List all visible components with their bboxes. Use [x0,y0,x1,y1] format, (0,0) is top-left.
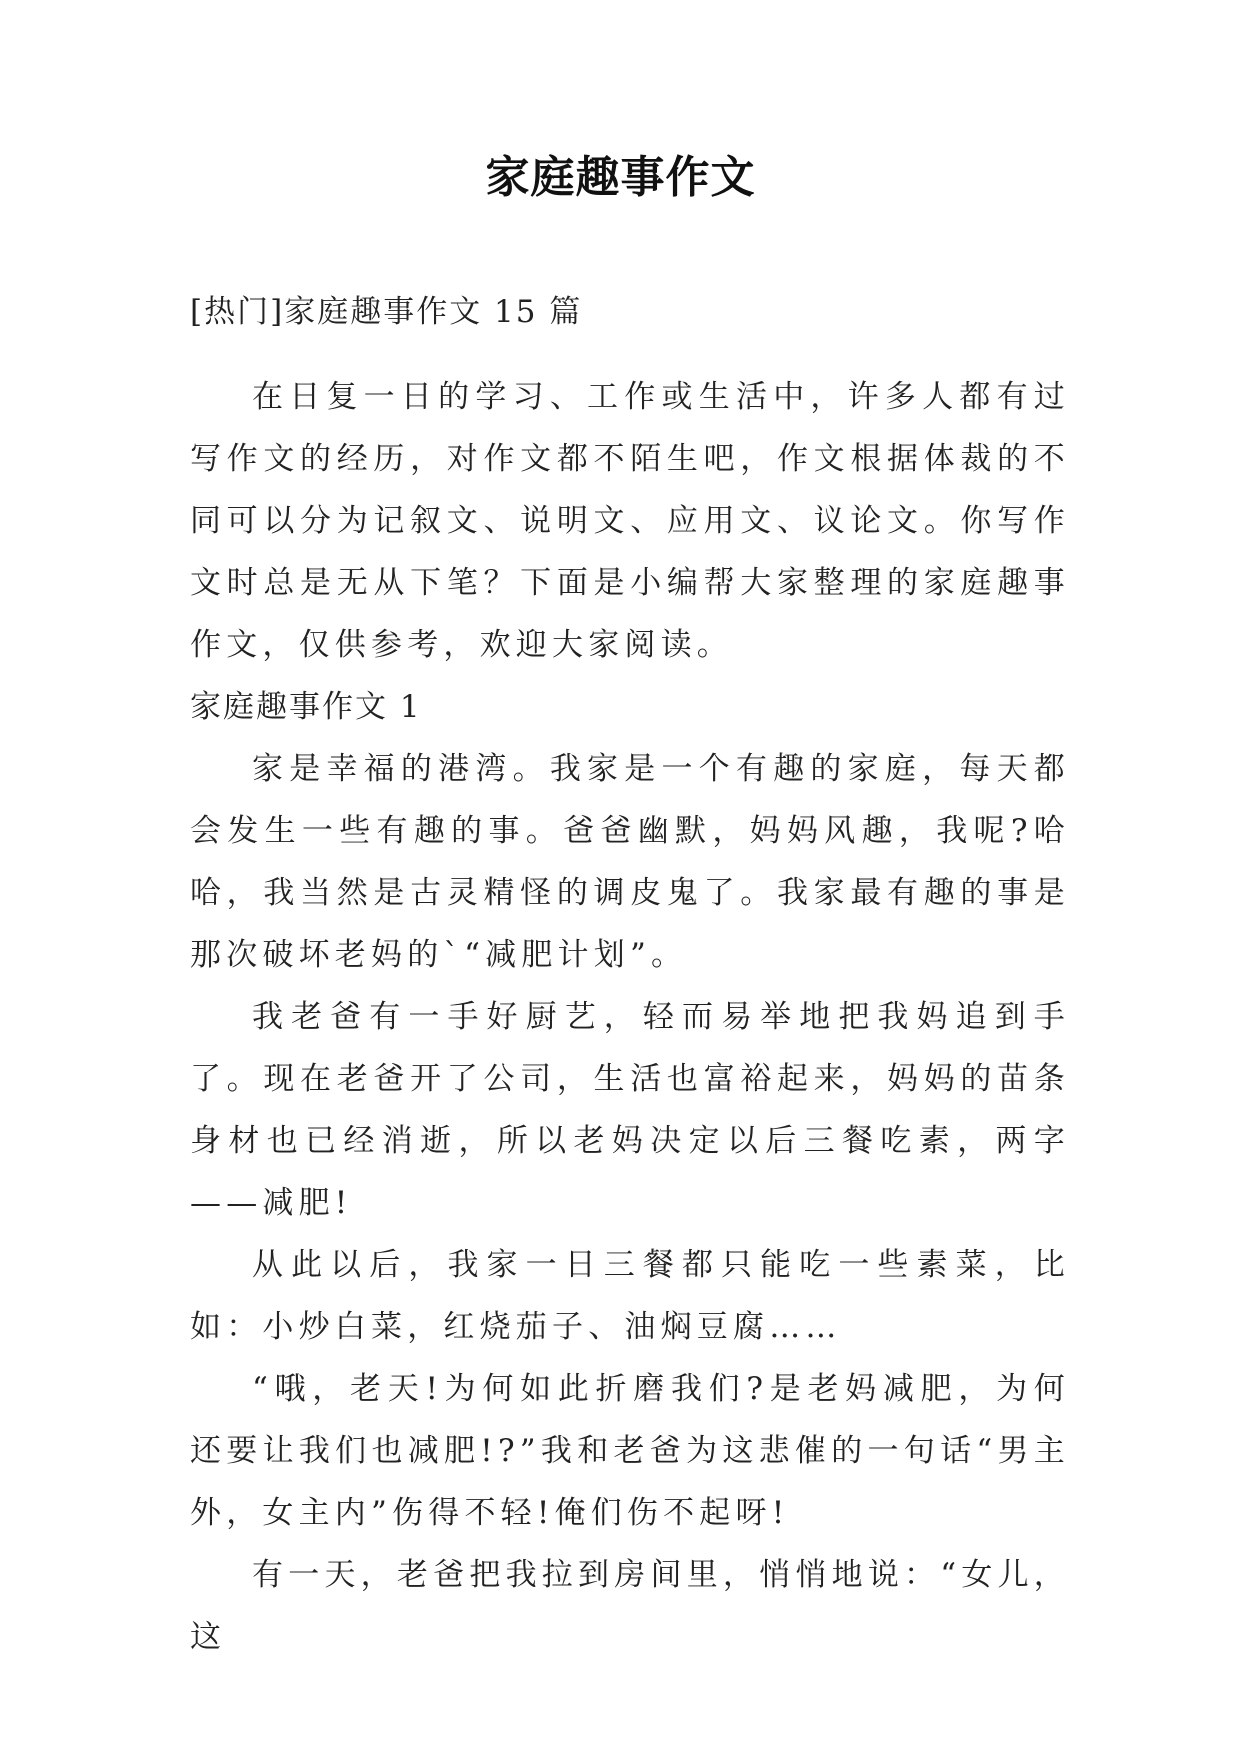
essay-paragraph-1: 家是幸福的港湾。我家是一个有趣的家庭，每天都会发生一些有趣的事。爸爸幽默，妈妈风趣，我呢?哈哈，我当然是古灵精怪的调皮鬼了。我家最有趣的事是那次破坏老妈的`“减肥计划”。 [190,751,1070,973]
document-subtitle: [热门]家庭趣事作文 15 篇 [190,294,583,330]
essay-paragraph-5: 有一天，老爸把我拉到房间里，悄悄地说：“女儿，这 [190,1557,1070,1655]
intro-block [190,366,1070,676]
essay-paragraph-4: “哦，老天!为何如此折磨我们?是老妈减肥，为何还要让我们也减肥!?”我和老爸为这悲催的一句话“男主外，女主内”伤得不轻!俺们伤不起呀! [190,1371,1070,1531]
essay-paragraph-2: 我老爸有一手好厨艺，轻而易举地把我妈追到手了。现在老爸开了公司，生活也富裕起来，妈妈的苗条身材也已经消逝，所以老妈决定以后三餐吃素，两字——减肥! [190,999,1070,1221]
section-heading: 家庭趣事作文 1 [190,689,422,725]
essay-block [190,676,1070,1668]
essay-paragraph-3: 从此以后，我家一日三餐都只能吃一些素菜，比如：小炒白菜，红烧茄子、油焖豆腐…… [190,1247,1070,1345]
intro-paragraph: 在日复一日的学习、工作或生活中，许多人都有过写作文的经历，对作文都不陌生吧，作文根据体裁的不同可以分为记叙文、说明文、应用文、议论文。你写作文时总是无从下笔？下面是小编帮大家整理的家庭趣事作文，仅供参考，欢迎大家阅读。 [190,379,1070,663]
document-title: 家庭趣事作文 [485,152,756,203]
